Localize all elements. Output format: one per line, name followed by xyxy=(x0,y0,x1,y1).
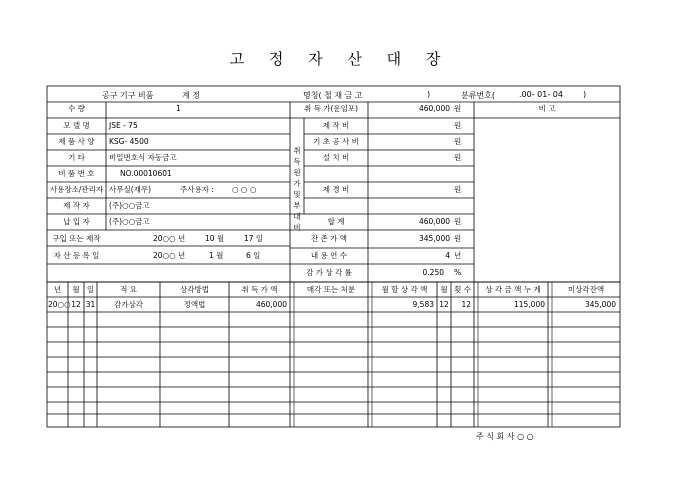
item-no-value: NO.00010601 xyxy=(120,169,172,178)
account-label: 계 정 xyxy=(182,91,200,100)
make-cost-unit: 원 xyxy=(454,121,462,130)
col-monthly: 월 할 상 각 액 xyxy=(381,285,428,294)
col-acquisition: 취 득 가 액 xyxy=(241,285,278,294)
register-day: 6 일 xyxy=(246,251,261,260)
location-value: 사무실(재무) xyxy=(109,185,152,194)
row-count: 12 xyxy=(461,300,471,309)
cost-vertical-label: 취 득 원 가 및 부 대 비 xyxy=(293,146,301,232)
total-value: 460,000 xyxy=(418,217,450,226)
row-month: 12 xyxy=(71,300,81,309)
col-method: 상각방법 xyxy=(180,285,209,294)
page-title: 고 정 자 산 대 장 xyxy=(229,50,451,68)
col-accum: 상 각 금 액 누 계 xyxy=(485,285,541,294)
purchase-label: 구입 또는 제작 xyxy=(52,234,101,243)
col-remain: 미상각잔액 xyxy=(567,285,605,294)
col-year: 년 xyxy=(53,285,62,294)
install-cost-unit: 원 xyxy=(454,153,462,162)
register-label: 자 산 등 록 일 xyxy=(53,251,100,260)
rate-label: 감 가 상 각 률 xyxy=(306,268,352,277)
main-user-label: 주사용자 : xyxy=(180,185,214,194)
row-day: 31 xyxy=(85,300,96,309)
row-accum: 115,000 xyxy=(513,300,545,309)
spec-label: 제 품 사 양 xyxy=(58,137,95,146)
base-cost-label: 기 초 공 사 비 xyxy=(313,137,359,146)
make-cost-label: 제 작 비 xyxy=(322,121,350,130)
misc-cost-label: 제 경 비 xyxy=(322,185,350,194)
row-remain: 345,000 xyxy=(584,300,616,309)
residual-unit: 원 xyxy=(454,234,462,243)
register-year: 20○○ 년 xyxy=(153,251,186,260)
row-description: 감가상각 xyxy=(114,300,143,309)
col-month: 월 xyxy=(72,285,80,294)
location-label: 사용장소/관리자 xyxy=(49,185,104,194)
class-number-value: .00- 01- 04 xyxy=(519,90,563,99)
purchase-month: 10 월 xyxy=(205,234,225,243)
row-monthly: 9,583 xyxy=(412,300,434,309)
remarks-label: 비 고 xyxy=(538,104,556,113)
asset-category: 공구 기구 비품 xyxy=(102,91,154,100)
residual-value: 345,000 xyxy=(418,234,450,243)
purchase-year: 20○○ 년 xyxy=(153,234,186,243)
total-label: 합 계 xyxy=(327,217,345,226)
purchase-day: 17 일 xyxy=(244,234,264,243)
rate-unit: % xyxy=(454,268,462,277)
company-footer: 주 식 회 사 ○ ○ xyxy=(476,432,534,441)
base-cost-unit: 원 xyxy=(454,137,462,146)
install-cost-label: 설 치 비 xyxy=(322,153,350,162)
class-number-label: 분류번호( xyxy=(461,91,496,100)
other-label: 기 타 xyxy=(68,153,85,162)
class-number-close: ) xyxy=(583,90,587,99)
col-description: 적 요 xyxy=(120,285,137,294)
rate-value: 0.250 xyxy=(422,268,444,277)
spec-value: KSG- 4500 xyxy=(109,137,149,146)
life-unit: 년 xyxy=(454,251,462,260)
row-method: 정액법 xyxy=(183,300,206,309)
total-unit: 원 xyxy=(454,217,462,226)
acq-value: 460,000 xyxy=(418,104,450,113)
qty-value: 1 xyxy=(176,104,181,113)
row-m: 12 xyxy=(439,300,449,309)
misc-cost-unit: 원 xyxy=(454,185,462,194)
acq-label: 취 득 가(운임포) xyxy=(304,104,359,113)
asset-name: 명칭( 철 재 금 고 xyxy=(303,91,363,100)
residual-label: 잔 존 가 액 xyxy=(310,234,348,243)
supplier-label: 납 입 자 xyxy=(63,217,90,226)
model-label: 모 델 명 xyxy=(63,121,90,130)
main-user-value: ○ ○ ○ xyxy=(232,185,257,194)
col-disposal: 매각 또는 처분 xyxy=(306,285,356,294)
qty-label: 수 량 xyxy=(68,104,85,113)
register-month: 1 월 xyxy=(209,251,224,260)
row-acquisition: 460,000 xyxy=(255,300,287,309)
maker-value: (주)○○금고 xyxy=(109,201,150,210)
life-value: 4 xyxy=(445,251,450,260)
other-value: 비밀번호식 자동금고 xyxy=(109,153,177,162)
col-count: 횟 수 xyxy=(454,285,471,294)
maker-label: 제 작 자 xyxy=(63,201,90,210)
model-value: JSE - 75 xyxy=(109,121,138,130)
asset-name-close: ) xyxy=(427,90,431,99)
item-no-label: 비 품 번 호 xyxy=(58,169,95,178)
col-day: 일 xyxy=(86,285,95,294)
col-m: 월 xyxy=(440,285,448,294)
life-label: 내 용 연 수 xyxy=(310,251,348,260)
supplier-value: (주)○○금고 xyxy=(109,217,150,226)
row-year: 20○○ xyxy=(48,300,71,309)
acq-unit: 원 xyxy=(454,104,462,113)
